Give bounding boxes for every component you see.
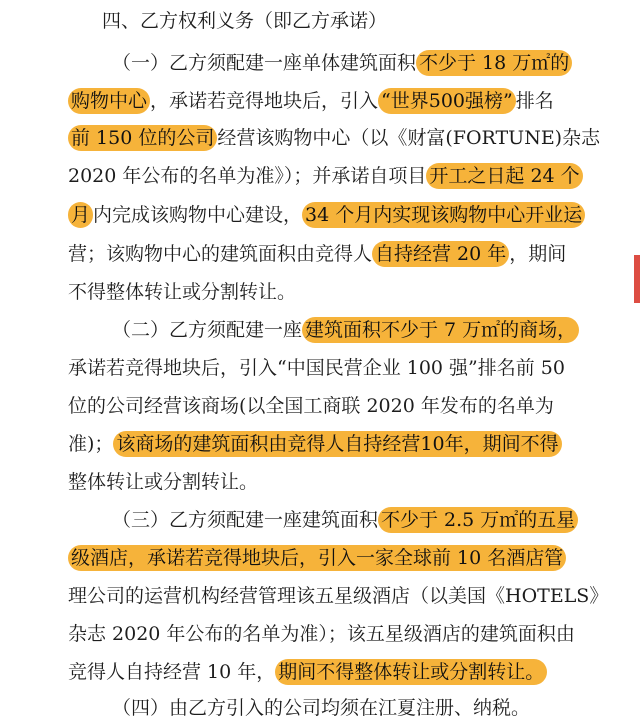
text-segment: 杂志 2020 年公布的名单为准）；该五星级酒店的建筑面积由 bbox=[68, 623, 575, 645]
text-segment: 整体转让或分割转让。 bbox=[68, 471, 259, 493]
document-line bbox=[68, 578, 640, 614]
text-segment: 2020 年公布的名单为准》）；并承诺自项目 bbox=[68, 165, 427, 187]
text-segment: （三）乙方须配建一座建筑面积 bbox=[112, 509, 379, 531]
document-line bbox=[68, 274, 640, 310]
text-segment: 营；该购物中心的建筑面积由竞得人 bbox=[68, 243, 373, 265]
document-line bbox=[68, 236, 640, 272]
document-line bbox=[112, 690, 640, 726]
highlighted-text: 不少于 2.5 万㎡的五星 bbox=[378, 507, 578, 533]
document-line bbox=[68, 388, 640, 424]
highlighted-text: 月 bbox=[68, 202, 93, 228]
text-segment: （二）乙方须配建一座 bbox=[112, 319, 303, 341]
document-line bbox=[102, 3, 640, 39]
highlighted-text: 不少于 18 万㎡的 bbox=[416, 50, 572, 76]
highlighted-text: 该商场的建筑面积由竞得人自持经营10年，期间不得 bbox=[113, 431, 561, 457]
document-line bbox=[68, 197, 640, 233]
text-segment: 竞得人自持经营 10 年， bbox=[68, 661, 276, 683]
document-line bbox=[68, 540, 640, 576]
text-segment: 位的公司经营该商场(以全国工商联 2020 年发布的名单为 bbox=[68, 395, 554, 417]
document-line bbox=[68, 616, 640, 652]
text-segment: （一）乙方须配建一座单体建筑面积 bbox=[112, 52, 417, 74]
text-segment: 准)； bbox=[68, 433, 114, 455]
highlighted-text: 前 150 位的公司 bbox=[68, 125, 217, 151]
text-segment: ，期间 bbox=[509, 243, 567, 265]
text-segment: 经营该购物中心（以《财富(FORTUNE)杂志 bbox=[217, 127, 601, 149]
highlighted-text: “世界500强榜” bbox=[378, 88, 516, 114]
document-line bbox=[68, 83, 640, 119]
highlighted-text: 建筑面积不少于 7 万㎡的商场， bbox=[302, 317, 579, 343]
document-line bbox=[112, 502, 640, 538]
highlighted-text: 34 个月内实现该购物中心开业运 bbox=[302, 202, 585, 228]
text-segment: 不得整体转让或分割转让。 bbox=[68, 281, 297, 303]
text-segment: 内完成该购物中心建设， bbox=[93, 204, 303, 226]
text-segment: 排名 bbox=[515, 90, 554, 112]
text-segment: （四）由乙方引入的公司均须在江夏注册、纳税。 bbox=[112, 697, 531, 719]
highlighted-text: 购物中心 bbox=[68, 88, 150, 114]
document-line bbox=[112, 45, 640, 81]
document-line bbox=[68, 350, 640, 386]
text-segment: 四、乙方权利义务（即乙方承诺） bbox=[102, 10, 388, 32]
highlighted-text: 级酒店，承诺若竞得地块后，引入一家全球前 10 名酒店管 bbox=[68, 545, 566, 571]
text-segment: ，承诺若竞得地块后，引入 bbox=[150, 90, 379, 112]
text-segment: 理公司的运营机构经营管理该五星级酒店（以美国《HOTELS》 bbox=[68, 585, 609, 607]
highlighted-text: 开工之日起 24 个 bbox=[426, 163, 582, 189]
document-line bbox=[68, 654, 640, 690]
highlighted-text: 自持经营 20 年 bbox=[372, 241, 509, 267]
document-line bbox=[68, 120, 640, 156]
document-line bbox=[68, 426, 640, 462]
document-line bbox=[68, 464, 640, 500]
document-line bbox=[112, 312, 640, 348]
text-segment: 承诺若竞得地块后，引入“中国民营企业 100 强”排名前 50 bbox=[68, 357, 565, 379]
document-line bbox=[68, 158, 640, 194]
highlighted-text: 期间不得整体转让或分割转让。 bbox=[275, 659, 547, 685]
